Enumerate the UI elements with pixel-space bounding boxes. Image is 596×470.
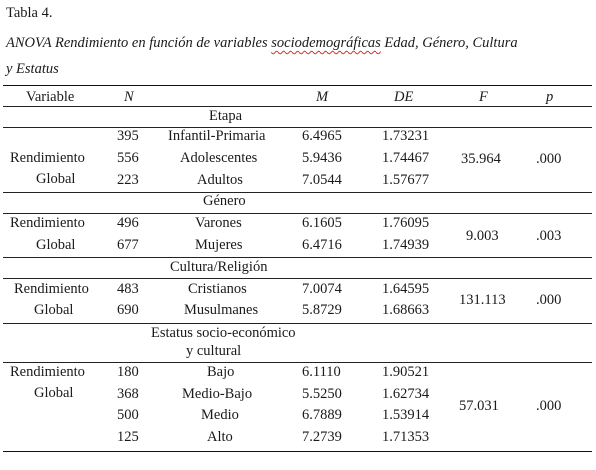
cell-f: 9.003 bbox=[466, 228, 499, 244]
cell-de: 1.74467 bbox=[382, 150, 430, 166]
header-top-rule bbox=[3, 85, 592, 86]
cell-m: 5.5250 bbox=[302, 386, 342, 402]
variable-label: Rendimiento bbox=[10, 215, 85, 231]
section-rule bbox=[3, 257, 592, 258]
section-rule bbox=[3, 278, 592, 279]
table-label: Tabla 4. bbox=[6, 5, 53, 21]
cell-de: 1.62734 bbox=[382, 386, 430, 402]
cell-de: 1.53914 bbox=[382, 407, 430, 423]
variable-label: Global bbox=[34, 385, 74, 401]
cell-m: 7.0074 bbox=[302, 281, 342, 297]
header-f: F bbox=[479, 89, 488, 105]
cell-m: 6.7889 bbox=[302, 407, 342, 423]
cell-group: Mujeres bbox=[195, 237, 243, 253]
cell-de: 1.68663 bbox=[382, 302, 430, 318]
variable-label: Global bbox=[36, 171, 76, 187]
cell-p: .000 bbox=[536, 398, 562, 414]
caption-part2: Edad, Género, Cultura bbox=[380, 35, 518, 51]
cell-n: 690 bbox=[117, 302, 139, 318]
section-title-etapa: Etapa bbox=[209, 108, 243, 124]
cell-n: 125 bbox=[117, 429, 139, 445]
cell-group: Musulmanes bbox=[184, 302, 259, 318]
header-n: N bbox=[124, 89, 134, 105]
cell-m: 6.1605 bbox=[302, 215, 342, 231]
cell-de: 1.74939 bbox=[382, 237, 430, 253]
cell-m: 6.4716 bbox=[302, 237, 342, 253]
cell-f: 35.964 bbox=[461, 151, 501, 167]
cell-m: 6.4965 bbox=[302, 128, 342, 144]
cell-de: 1.73231 bbox=[382, 128, 430, 144]
cell-group: Infantil-Primaria bbox=[168, 128, 266, 144]
section-rule bbox=[3, 362, 592, 363]
caption-underlined-word: sociodemográficas bbox=[271, 35, 381, 51]
cell-de: 1.64595 bbox=[382, 281, 430, 297]
table-caption-line1 bbox=[6, 34, 518, 52]
cell-n: 500 bbox=[117, 407, 139, 423]
cell-group: Medio-Bajo bbox=[182, 386, 253, 402]
variable-label: Global bbox=[36, 237, 76, 253]
section-rule bbox=[3, 213, 592, 214]
table-bottom-rule bbox=[3, 451, 592, 452]
cell-m: 5.9436 bbox=[302, 150, 342, 166]
cell-n: 180 bbox=[117, 364, 139, 380]
cell-group: Alto bbox=[207, 429, 233, 445]
section-title-cultura: Cultura/Religión bbox=[170, 259, 268, 275]
cell-group: Adolescentes bbox=[180, 150, 258, 166]
cell-f: 131.113 bbox=[459, 292, 506, 308]
cell-n: 677 bbox=[117, 237, 139, 253]
header-bottom-rule bbox=[3, 106, 592, 107]
header-variable: Variable bbox=[26, 89, 75, 105]
section-rule bbox=[3, 323, 592, 324]
variable-label: Rendimiento bbox=[10, 150, 85, 166]
cell-de: 1.71353 bbox=[382, 429, 430, 445]
cell-n: 556 bbox=[117, 150, 139, 166]
section-rule bbox=[3, 127, 592, 128]
cell-p: .000 bbox=[536, 292, 562, 308]
variable-label: Global bbox=[34, 302, 74, 318]
cell-n: 368 bbox=[117, 386, 139, 402]
header-de: DE bbox=[394, 89, 414, 105]
variable-label: Rendimiento bbox=[10, 364, 85, 380]
cell-de: 1.57677 bbox=[382, 172, 430, 188]
cell-m: 7.0544 bbox=[302, 172, 342, 188]
variable-label: Rendimiento bbox=[14, 281, 89, 297]
cell-m: 7.2739 bbox=[302, 429, 342, 445]
table-caption-line2: y Estatus bbox=[6, 61, 59, 77]
cell-de: 1.76095 bbox=[382, 215, 430, 231]
caption-part1: ANOVA Rendimiento en función de variables bbox=[6, 35, 272, 51]
cell-de: 1.90521 bbox=[382, 364, 430, 380]
cell-group: Bajo bbox=[207, 364, 235, 380]
cell-n: 483 bbox=[117, 281, 139, 297]
header-p: p bbox=[546, 89, 554, 105]
cell-group: Adultos bbox=[197, 172, 243, 188]
cell-n: 395 bbox=[117, 128, 139, 144]
cell-n: 496 bbox=[117, 215, 139, 231]
cell-p: .003 bbox=[536, 228, 562, 244]
cell-m: 6.1110 bbox=[302, 364, 341, 380]
section-title-estatus-line2: y cultural bbox=[186, 343, 242, 359]
cell-group: Medio bbox=[201, 407, 239, 423]
section-title-genero: Género bbox=[203, 193, 246, 209]
cell-group: Cristianos bbox=[188, 281, 247, 297]
section-title-estatus: Estatus socio-económico bbox=[151, 325, 296, 341]
header-m: M bbox=[316, 89, 329, 105]
cell-f: 57.031 bbox=[459, 398, 499, 414]
section-rule bbox=[3, 192, 592, 193]
cell-m: 5.8729 bbox=[302, 302, 342, 318]
cell-n: 223 bbox=[117, 172, 139, 188]
cell-group: Varones bbox=[195, 215, 242, 231]
cell-p: .000 bbox=[536, 151, 562, 167]
